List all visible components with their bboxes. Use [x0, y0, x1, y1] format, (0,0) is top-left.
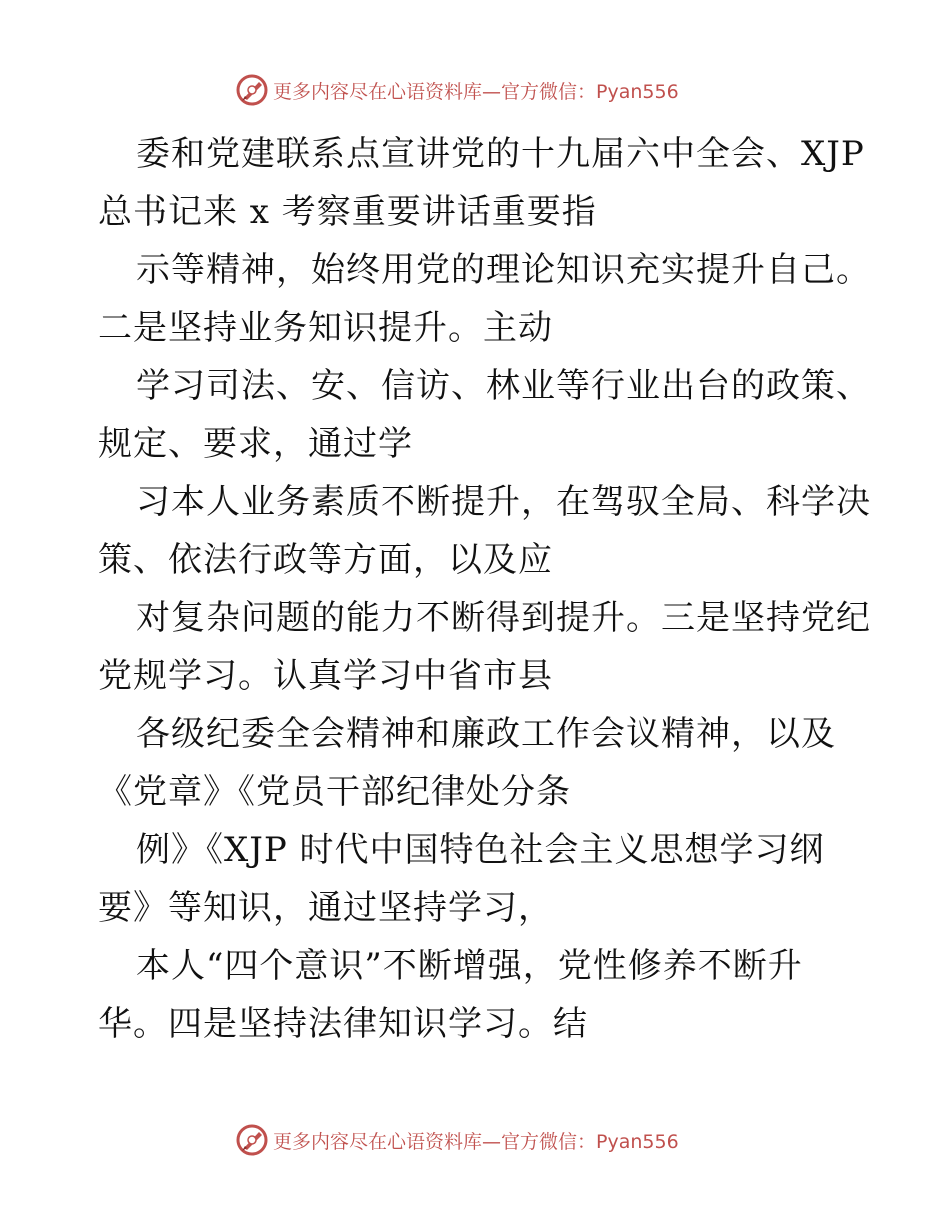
- banner-text: [273, 77, 679, 104]
- text-line: 二是坚持业务知识提升。主动: [98, 308, 553, 348]
- red-quill-seal-icon: [235, 73, 269, 107]
- text-line: 对复杂问题的能力不断得到提升。三是坚持党纪: [136, 598, 871, 638]
- text-line: 华。四是坚持法律知识学习。结: [98, 1004, 588, 1044]
- text-line: 要》等知识，通过坚持学习，: [98, 888, 553, 928]
- text-line: 规定、要求，通过学: [98, 424, 413, 464]
- text-line: 《党章》《党员干部纪律处分条: [98, 772, 571, 812]
- text-line: 各级纪委全会精神和廉政工作会议精神，以及: [136, 714, 836, 754]
- header-banner: [235, 72, 679, 108]
- text-line: 总书记来 x 考察重要讲话重要指: [98, 192, 597, 232]
- text-line: 学习司法、安、信访、林业等行业出台的政策、: [136, 366, 871, 406]
- document-body: [98, 125, 888, 1053]
- banner-text: [273, 1127, 679, 1154]
- wechat-id: Pyan556: [596, 1130, 679, 1153]
- wechat-id: Pyan556: [596, 80, 679, 103]
- text-line: 策、依法行政等方面，以及应: [98, 540, 553, 580]
- text-line: 习本人业务素质不断提升，在驾驭全局、科学决: [136, 482, 871, 522]
- text-line: 示等精神，始终用党的理论知识充实提升自己。: [136, 250, 871, 290]
- red-quill-seal-icon: [235, 1123, 269, 1157]
- text-line: 例》《XJP 时代中国特色社会主义思想学习纲: [136, 830, 825, 870]
- text-line: 党规学习。认真学习中省市县: [98, 656, 553, 696]
- footer-banner: [235, 1122, 679, 1158]
- text-line: 本人“四个意识”不断增强，党性修养不断升: [136, 946, 803, 986]
- banner-caption: 更多内容尽在心语资料库—官方微信：: [273, 1130, 597, 1153]
- banner-caption: 更多内容尽在心语资料库—官方微信：: [273, 80, 597, 103]
- text-line: 委和党建联系点宣讲党的十九届六中全会、XJP: [136, 134, 865, 174]
